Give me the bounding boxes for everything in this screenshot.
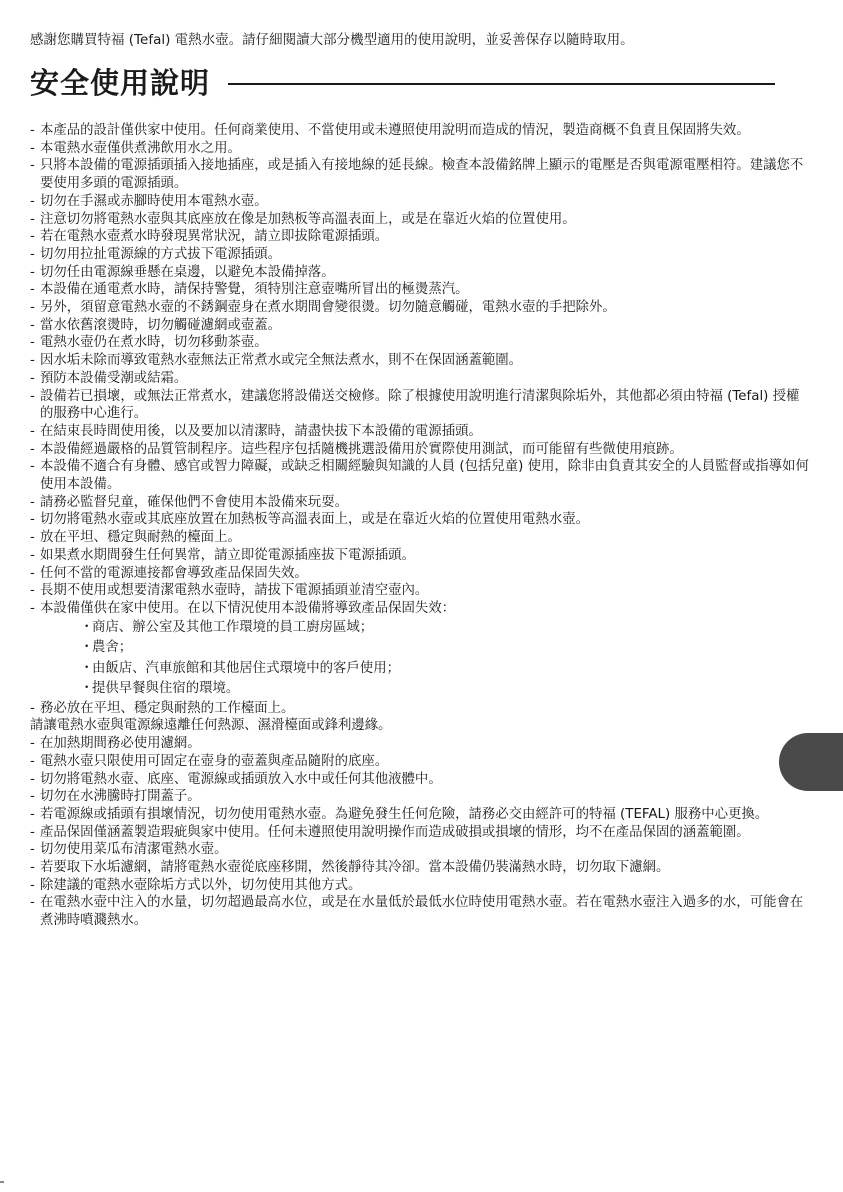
list-item: - 電熱水壺仍在煮水時，切勿移動茶壺。 [30, 334, 812, 352]
list-item: - 另外，須留意電熱水壺的不銹鋼壺身在煮水期間會變很燙。切勿隨意觸碰，電熱水壺的手把除外。 [30, 299, 812, 317]
list-item: - 請務必監督兒童，確保他們不會使用本設備來玩耍。 [30, 494, 812, 512]
list-item: - 如果煮水期間發生任何異常，請立即從電源插座拔下電源插頭。 [30, 547, 812, 565]
list-item: - 若在電熱水壺煮水時發現異常狀況，請立即拔除電源插頭。 [30, 228, 812, 246]
sub-list-item: ・ 由飯店、汽車旅館和其他居住式環境中的客戶使用； [30, 659, 812, 680]
list-item: - 若要取下水垢濾網，請將電熱水壺從底座移開，然後靜待其冷卻。當本設備仍裝滿熱水時，切勿取下濾網。 [30, 859, 812, 877]
list-item: - 預防本設備受潮或結霜。 [30, 370, 812, 388]
sub-list-item: ・ 商店、辦公室及其他工作環境的員工廚房區域； [30, 618, 812, 639]
title-rule [228, 83, 775, 85]
list-item: - 本設備在通電煮水時，請保持警覺，須特別注意壺嘴所冒出的極燙蒸汽。 [30, 281, 812, 299]
list-item: - 產品保固僅涵蓋製造瑕疵與家中使用。任何未遵照使用說明操作而造成破損或損壞的情形，均不在產品保固的涵蓋範圍。 [30, 824, 812, 842]
list-item: - 電熱水壺只限使用可固定在壺身的壺蓋與產品隨附的底座。 [30, 753, 812, 771]
list-item: 請讓電熱水壺與電源線遠離任何熱源、濕滑檯面或鋒利邊緣。 [30, 718, 392, 734]
list-item: - 切勿在水沸騰時打開蓋子。 [30, 788, 812, 806]
list-item: - 若電源線或插頭有損壞情況，切勿使用電熱水壺。為避免發生任何危險，請務必交由經許可的特福 (TEFAL) 服務中心更換。 [30, 806, 812, 824]
list-item: - 注意切勿將電熱水壺與其底座放在像是加熱板等高溫表面上，或是在靠近火焰的位置使用。 [30, 211, 812, 229]
list-item: - 切勿在手濕或赤腳時使用本電熱水壺。 [30, 193, 812, 211]
list-item: - 除建議的電熱水壺除垢方式以外，切勿使用其他方式。 [30, 877, 812, 895]
language-tab-marker [779, 733, 843, 791]
list-item: - 因水垢未除而導致電熱水壺無法正常煮水或完全無法煮水，則不在保固涵蓋範圍。 [30, 352, 812, 370]
list-item: - 只將本設備的電源插頭插入接地插座，或是插入有接地線的延長線。檢查本設備銘牌上顯示的電壓是否與電源電壓相符。建議您不要使用多頭的電源插頭。 [30, 157, 812, 192]
list-item: - 切勿使用菜瓜布清潔電熱水壺。 [30, 841, 812, 859]
list-item: - 本設備僅供在家中使用。在以下情況使用本設備將導致產品保固失效： [30, 600, 812, 618]
list-item: - 在電熱水壺中注入的水量，切勿超過最高水位，或是在水量低於最低水位時使用電熱水壺。若在電熱水壺注入過多的水，可能會在煮沸時噴濺熱水。 [30, 894, 812, 929]
list-item: - 本設備不適合有身體、感官或智力障礙，或缺乏相關經驗與知識的人員 (包括兒童) 使用，除非由負責其安全的人員監督或指導如何使用本設備。 [30, 458, 812, 493]
list-item: - 務必放在平坦、穩定與耐熱的工作檯面上。 [30, 700, 812, 718]
list-item: - 本電熱水壺僅供煮沸飲用水之用。 [30, 140, 812, 158]
list-item: - 在結束長時間使用後，以及要加以清潔時，請盡快拔下本設備的電源插頭。 [30, 423, 812, 441]
list-item: - 當水依舊滾燙時，切勿觸碰濾網或壺蓋。 [30, 317, 812, 335]
section-title: 安全使用說明 [30, 66, 211, 100]
list-item: - 本設備經過嚴格的品質管制程序。這些程序包括隨機挑選設備用於實際使用測試，而可能留有些微使用痕跡。 [30, 441, 812, 459]
list-item: - 任何不當的電源連接都會導致產品保固失效。 [30, 565, 812, 583]
list-item: - 切勿用拉扯電源線的方式拔下電源插頭。 [30, 246, 812, 264]
intro-text: 感謝您購買特福 (Tefal) 電熱水壺。請仔細閱讀大部分機型適用的使用說明，並妥善保存以隨時取用。 [30, 32, 634, 48]
list-item: - 切勿將電熱水壺或其底座放置在加熱板等高溫表面上，或是在靠近火焰的位置使用電熱水壺。 [30, 511, 812, 529]
list-item: - 切勿將電熱水壺、底座、電源線或插頭放入水中或任何其他液體中。 [30, 771, 812, 789]
list-item: - 放在平坦、穩定與耐熱的檯面上。 [30, 529, 812, 547]
sub-list-item: ・ 提供早餐與住宿的環境。 [30, 679, 812, 700]
list-item: - 切勿任由電源線垂懸在桌邊，以避免本設備掉落。 [30, 264, 812, 282]
list-item: - 本產品的設計僅供家中使用。任何商業使用、不當使用或未遵照使用說明而造成的情況，製造商概不負責且保固將失效。 [30, 122, 812, 140]
safety-instructions-list [30, 122, 812, 930]
crop-mark [0, 1181, 4, 1183]
section-header [30, 64, 775, 104]
list-item: - 在加熱期間務必使用濾網。 [30, 735, 812, 753]
list-item: - 設備若已損壞，或無法正常煮水，建議您將設備送交檢修。除了根據使用說明進行清潔與除垢外，其他都必須由特福 (Tefal) 授權的服務中心進行。 [30, 388, 812, 423]
list-item: - 長期不使用或想要清潔電熱水壺時，請拔下電源插頭並清空壺內。 [30, 582, 812, 600]
sub-list-item: ・ 農舍； [30, 638, 812, 659]
